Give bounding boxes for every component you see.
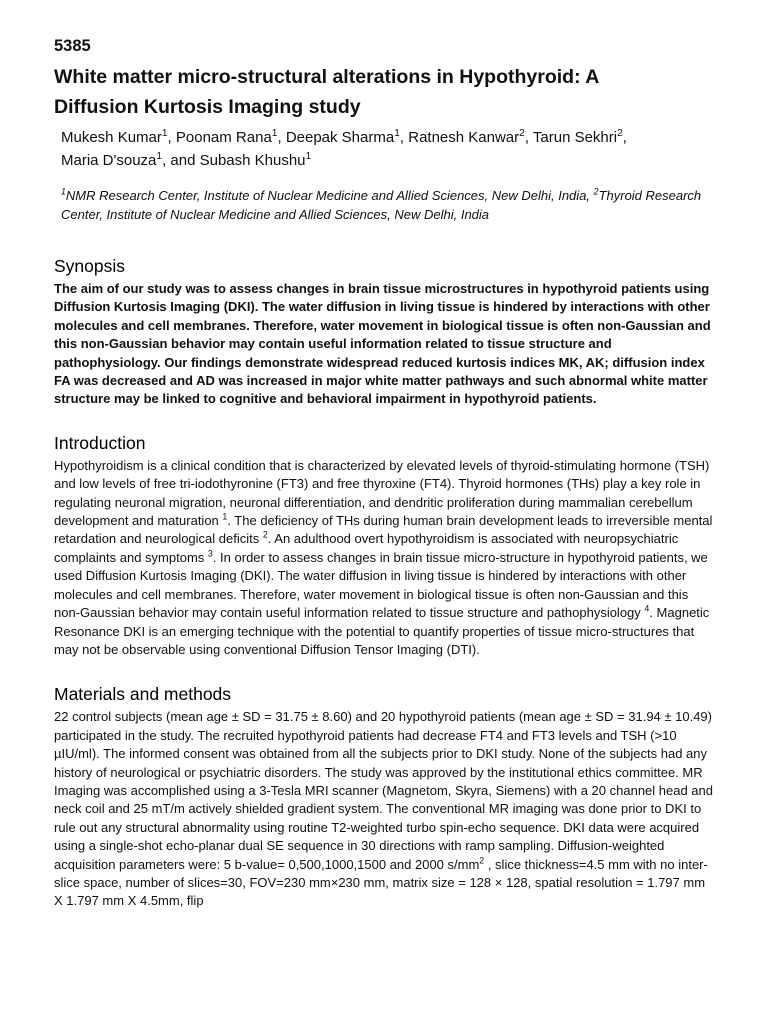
author-name: Subash Khushu	[199, 152, 306, 169]
abstract-number: 5385	[54, 37, 91, 55]
author-separator: ,	[622, 129, 627, 146]
introduction-heading: Introduction	[54, 432, 146, 453]
affiliations	[61, 187, 714, 224]
citation-mark: 4	[644, 603, 650, 614]
unit-superscript: 2	[479, 855, 485, 866]
synopsis-text: The aim of our study was to assess changes in brain tissue microstructures in hypothyroid patients using Diffusion Kurtosis Imaging (DKI). The water diffusion in living tissue is hindered by interactions with other molecules and cell membranes. Therefore, water movement in biological tissue is often non-Gaussian and this non-Gaussian behavior may contain useful information related to tissue structure and pathophysiology. Our findings demonstrate widespread reduced kurtosis indices MK, AK; diffusion index FA was decreased and AD was increased in major white matter pathways and such abnormal white matter structure may be linked to cognitive and behavioral impairment in hypothyroid patients.	[54, 281, 711, 407]
author-affiliation-mark: 1	[161, 128, 168, 139]
author-separator: ,	[399, 129, 409, 146]
author-affiliation-mark: 1	[394, 128, 400, 139]
author-name: Tarun Sekhri	[532, 129, 618, 146]
author-affiliation-mark: 2	[617, 128, 623, 139]
title-line-2: Diffusion Kurtosis Imaging study	[54, 96, 361, 118]
author-name: Ratnesh Kanwar	[408, 129, 520, 146]
methods-text-part: 22 control subjects (mean age ± SD = 31.75 ± 8.60) and 20 hypothyroid patients (mean age ± SD = 31.94 ± 10.49) participated in the study. The recruited hypothyroid patients had decrease FT4 and FT3 levels and TSH (>10 µIU/ml). The informed consent was obtained from all the subjects prior to DKI study. None of the subjects had any history of neurological or psychiatric disorders. The study was approved by the institutional ethics committee. MR Imaging was accomplished using a 3-Tesla MRI scanner (Magnetom, Skyra, Siemens) with a 20 channel head and neck coil and 25 mT/m actively shielded gradient system. The conventional MR imaging was done prior to DKI to rule out any structural abnormality using routine T2-weighted turbo spin-echo sequence. DKI data were acquired using a single-shot echo-planar dual SE sequence in 30 directions with ramp sampling. Diffusion-weighted acquisition parameters were: 5 b-value= 0,500,1000,1500 and 2000 s/mm	[54, 709, 714, 872]
affiliation-mark: 1	[61, 186, 66, 197]
methods-heading: Materials and methods	[54, 684, 232, 705]
citation-mark: 1	[222, 511, 228, 522]
affiliation-mark: 2	[593, 186, 599, 197]
synopsis-section	[54, 255, 714, 409]
introduction-text-part: . In order to assess changes in brain tissue micro-structure in hypothyroid patients, we used Diffusion Kurtosis Imaging (DKI). The water diffusion in living tissue is hindered by interactions with other molecules and cell membranes. Therefore, water movement in biological tissue is often non-Gaussian and this non-Gaussian behavior may contain useful information related to tissue structure and pathophysiology	[54, 549, 708, 621]
affiliation-1: NMR Research Center, Institute of Nuclear Medicine and Allied Sciences, New Delhi, India,	[65, 188, 594, 203]
introduction-text-part: . Magnetic Resonance DKI is an emerging technique with the potential to quantify properties of tissue micro-structures that may not be observable using conventional Diffusion Tensor Imaging (DTI).	[54, 605, 710, 657]
title-line-1: White matter micro-structural alterations in Hypothyroid: A	[54, 66, 600, 88]
synopsis-heading: Synopsis	[54, 256, 126, 276]
methods-text	[54, 708, 714, 910]
introduction-text-part: Hypothyroidism is a clinical condition that is characterized by elevated levels of thyroid-stimulating hormone (TSH) and low levels of free tri-iodothyronine (FT3) and free thyroxine (FT4). Thyroid hormones (THs) play a key role in regulating neuronal migration, neuronal differentiation, and dendritic proliferation during mammalian cerebellum development and maturation	[54, 457, 710, 529]
citation-mark: 3	[207, 548, 213, 559]
author-affiliation-mark: 2	[519, 128, 525, 139]
introduction-text-part: . An adulthood overt hypothyroidism is associated with neuropsychiatric complaints and symptoms	[54, 531, 679, 565]
author-list	[61, 126, 714, 172]
methods-section	[54, 683, 714, 910]
author-name: Deepak Sharma	[285, 129, 395, 146]
paper-title	[54, 62, 714, 122]
author-name: Poonam Rana	[175, 129, 272, 146]
author-separator: , and	[162, 152, 200, 169]
abstract-page	[54, 36, 714, 911]
author-separator: ,	[167, 129, 176, 146]
author-affiliation-mark: 1	[305, 151, 312, 162]
author-affiliation-mark: 1	[156, 151, 163, 162]
author-separator: ,	[524, 129, 533, 146]
author-name: Maria D'souza	[61, 152, 157, 169]
introduction-text-part: . The deficiency of THs during human brain development leads to irreversible mental retardation and neurological deficits	[54, 513, 713, 547]
methods-text-part: , slice thickness=4.5 mm with no inter-slice space, number of slices=30, FOV=230 mm×230 mm, matrix size = 128 × 128, spatial resolution = 1.797 mm X 1.797 mm X 4.5mm, flip	[54, 856, 708, 909]
introduction-section	[54, 432, 714, 659]
author-name: Mukesh Kumar	[61, 129, 162, 146]
citation-mark: 2	[262, 530, 268, 541]
introduction-text	[54, 457, 714, 659]
affiliation-2: Thyroid Research Center, Institute of Nuclear Medicine and Allied Sciences, New Delhi, India	[61, 188, 702, 222]
author-affiliation-mark: 1	[271, 128, 278, 139]
author-separator: ,	[277, 129, 286, 146]
